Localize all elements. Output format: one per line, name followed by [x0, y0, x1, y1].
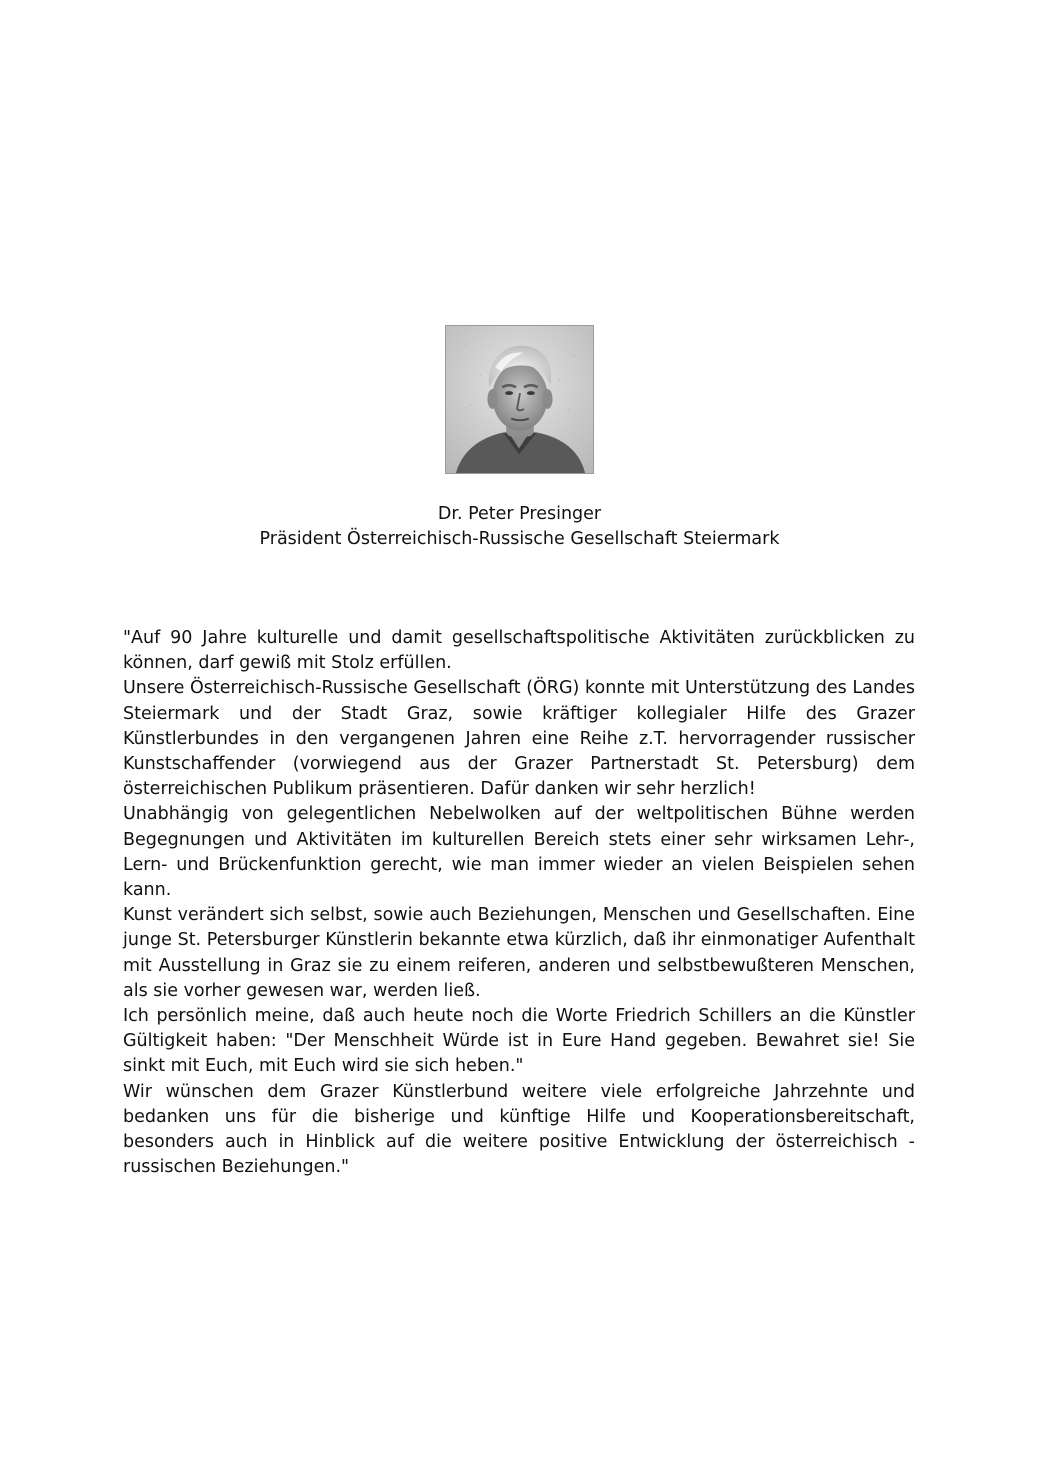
paragraph: Unabhängig von gelegentlichen Nebelwolken auf der weltpolitischen Bühne werden Begegnungen und Aktivitäten im kulturellen Bereich stets einer sehr wirksamen Lehr-, Lern- und Brückenfunktion gerecht, wie man immer wieder an vielen Beispielen sehen kann.: [123, 804, 915, 901]
author-name: Dr. Peter Presinger: [437, 504, 602, 524]
portrait-photo: [445, 325, 594, 474]
letter-body: [123, 626, 915, 1180]
paragraph: Unsere Österreichisch-Russische Gesellschaft (ÖRG) konnte mit Unterstützung des Landes Steiermark und der Stadt Graz, sowie kräftiger kollegialer Hilfe des Grazer Künstlerbundes in den vergangenen Jahren eine Reihe z.T. hervorragender russischer Kunstschaffender (vorwiegend aus der Grazer Partnerstadt St. Petersburg) dem österreichischen Publikum präsentieren. Dafür danken wir sehr herzlich!: [123, 678, 915, 800]
portrait-photo-icon: [446, 326, 593, 473]
paragraph: Kunst verändert sich selbst, sowie auch Beziehungen, Menschen und Gesellschaften. Eine junge St. Petersburger Künstlerin bekannte etwa kürzlich, daß ihr einmonatiger Aufenthalt mit Ausstellung in Graz sie zu einem reiferen, anderen und selbstbewußteren Menschen, als sie vorher gewesen war, werden ließ.: [123, 905, 915, 1001]
paragraph: Ich persönlich meine, daß auch heute noch die Worte Friedrich Schillers an die Künstler Gültigkeit haben: "Der Menschheit Würde ist in Eure Hand gegeben. Bewahret sie! Sie sinkt mit Euch, mit Euch wird sie sich heben.": [123, 1006, 915, 1077]
paragraph: "Auf 90 Jahre kulturelle und damit gesellschaftspolitische Aktivitäten zurückblicken zu können, darf gewiß mit Stolz erfüllen.: [123, 628, 915, 674]
author-role: Präsident Österreichisch-Russische Gesellschaft Steiermark: [259, 529, 780, 549]
paragraph: Wir wünschen dem Grazer Künstlerbund weitere viele erfolgreiche Jahrzehnte und bedanken uns für die bisherige und künftige Hilfe und Kooperationsbereitschaft, besonders auch in Hinblick auf die weitere positive Entwicklung der österreichisch - russischen Beziehungen.": [123, 1081, 915, 1178]
caption: [0, 502, 1039, 552]
